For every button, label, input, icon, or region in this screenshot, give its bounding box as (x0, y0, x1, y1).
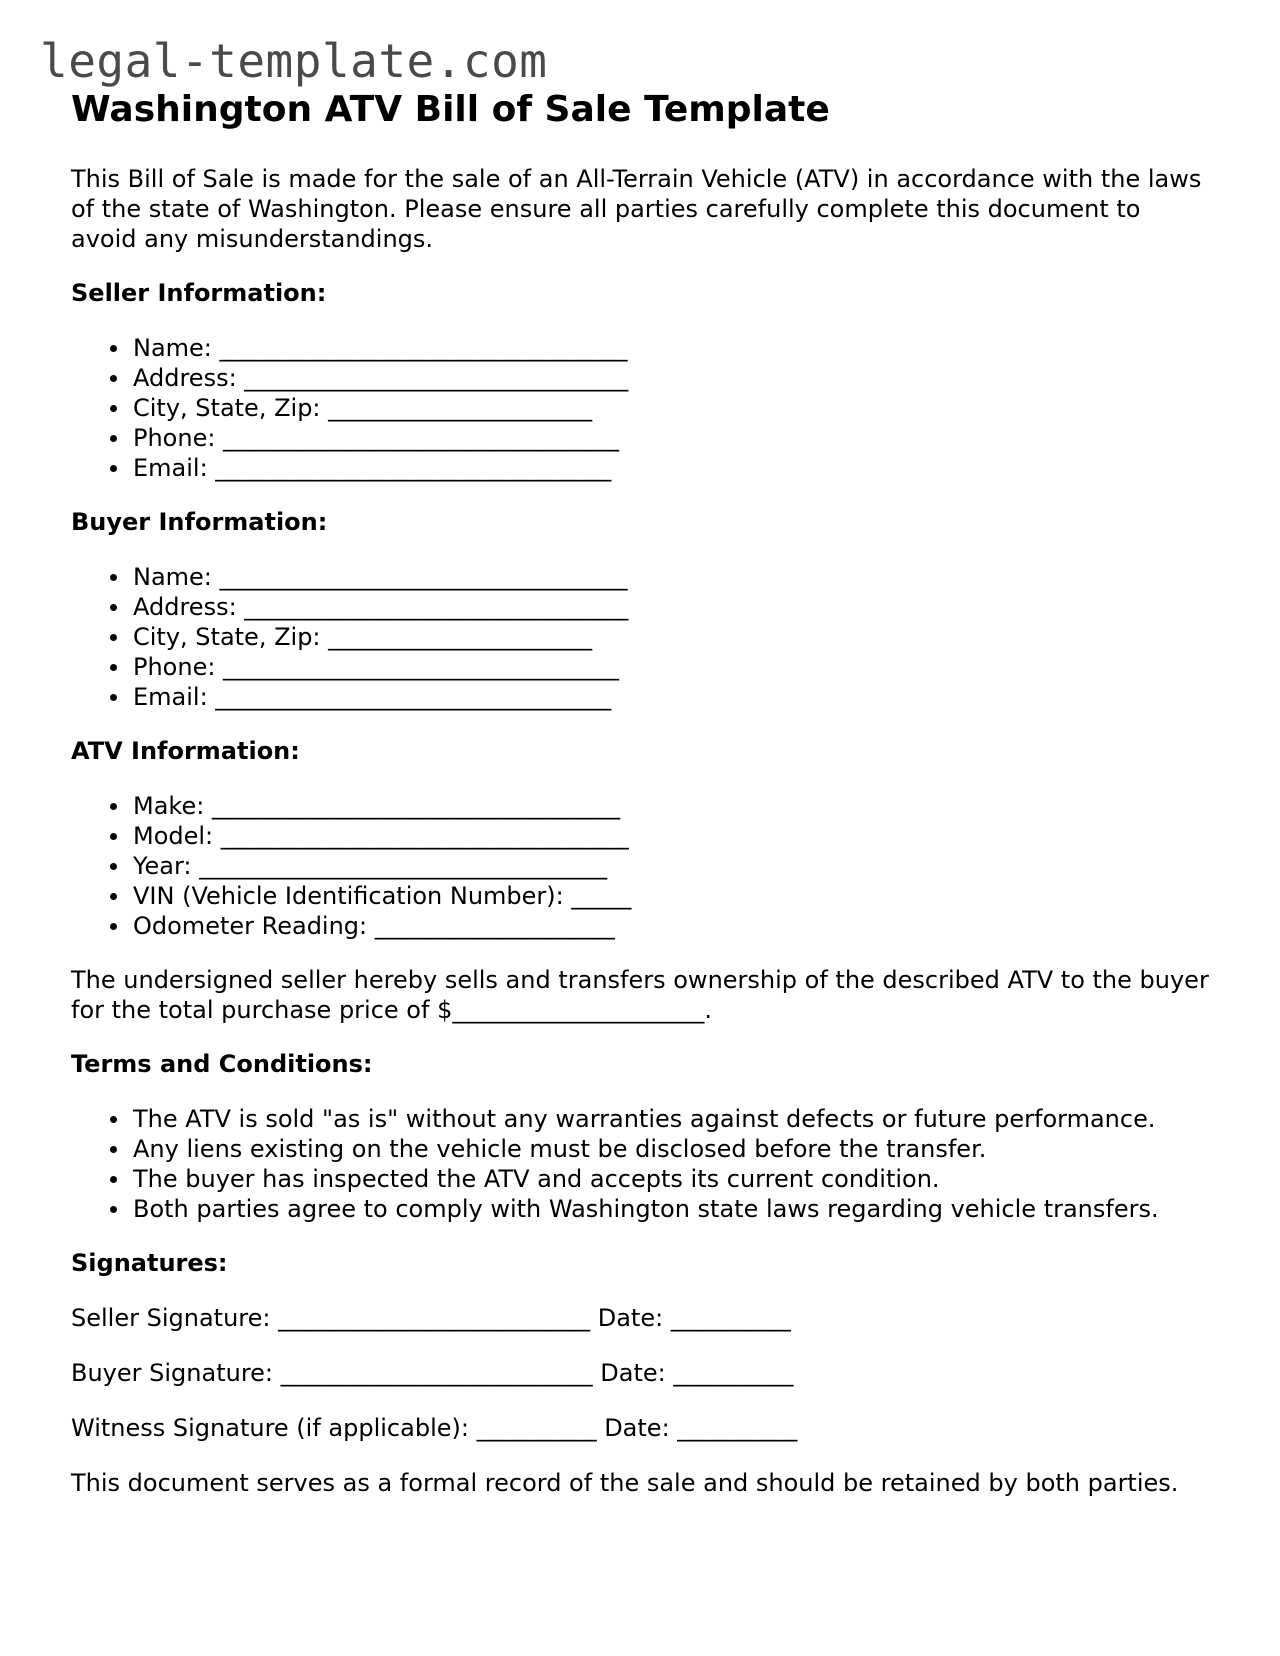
atv-fields (71, 791, 1211, 941)
buyer-address-field: Address: ________________________________ (133, 592, 1211, 622)
seller-email-field: Email: _________________________________ (133, 453, 1211, 483)
terms-list (71, 1104, 1211, 1224)
watermark-logo: legal-template.com (40, 34, 548, 88)
seller-name-field: Name: __________________________________ (133, 333, 1211, 363)
atv-heading: ATV Information: (71, 737, 300, 765)
term-item: Any liens existing on the vehicle must be disclosed before the transfer. (133, 1134, 1211, 1164)
witness-signature-line: Witness Signature (if applicable): __________ Date: __________ (71, 1414, 798, 1442)
seller-phone-field: Phone: _________________________________ (133, 423, 1211, 453)
seller-city-state-zip-field: City, State, Zip: ______________________ (133, 393, 1211, 423)
seller-fields (71, 333, 1211, 483)
seller-heading: Seller Information: (71, 279, 327, 307)
document-title: Washington ATV Bill of Sale Template (71, 89, 830, 130)
buyer-heading: Buyer Information: (71, 508, 328, 536)
term-item: Both parties agree to comply with Washington state laws regarding vehicle transfers. (133, 1194, 1211, 1224)
atv-vin-field: VIN (Vehicle Identification Number): _____ (133, 881, 1211, 911)
document-body (71, 88, 1211, 1498)
buyer-phone-field: Phone: _________________________________ (133, 652, 1211, 682)
buyer-email-field: Email: _________________________________ (133, 682, 1211, 712)
terms-heading: Terms and Conditions: (71, 1050, 373, 1078)
atv-make-field: Make: __________________________________ (133, 791, 1211, 821)
buyer-fields (71, 562, 1211, 712)
buyer-name-field: Name: __________________________________ (133, 562, 1211, 592)
closing-paragraph: This document serves as a formal record of the sale and should be retained by both parties. (71, 1469, 1179, 1497)
buyer-city-state-zip-field: City, State, Zip: ______________________ (133, 622, 1211, 652)
term-item: The buyer has inspected the ATV and accepts its current condition. (133, 1164, 1211, 1194)
atv-model-field: Model: __________________________________ (133, 821, 1211, 851)
signatures-heading: Signatures: (71, 1249, 228, 1277)
buyer-signature-line: Buyer Signature: __________________________ Date: __________ (71, 1359, 794, 1387)
seller-address-field: Address: ________________________________ (133, 363, 1211, 393)
atv-year-field: Year: __________________________________ (133, 851, 1211, 881)
term-item: The ATV is sold "as is" without any warranties against defects or future performance. (133, 1104, 1211, 1134)
seller-signature-line: Seller Signature: __________________________ Date: __________ (71, 1304, 791, 1332)
sale-statement: The undersigned seller hereby sells and transfers ownership of the described ATV to the buyer for the total purchase price of $_____________________. (71, 966, 1209, 1024)
atv-odometer-field: Odometer Reading: ____________________ (133, 911, 1211, 941)
intro-paragraph: This Bill of Sale is made for the sale of an All-Terrain Vehicle (ATV) in accordance with the laws of the state of Washington. Please ensure all parties carefully complete this document to avoid any misunderstandings. (71, 165, 1202, 253)
